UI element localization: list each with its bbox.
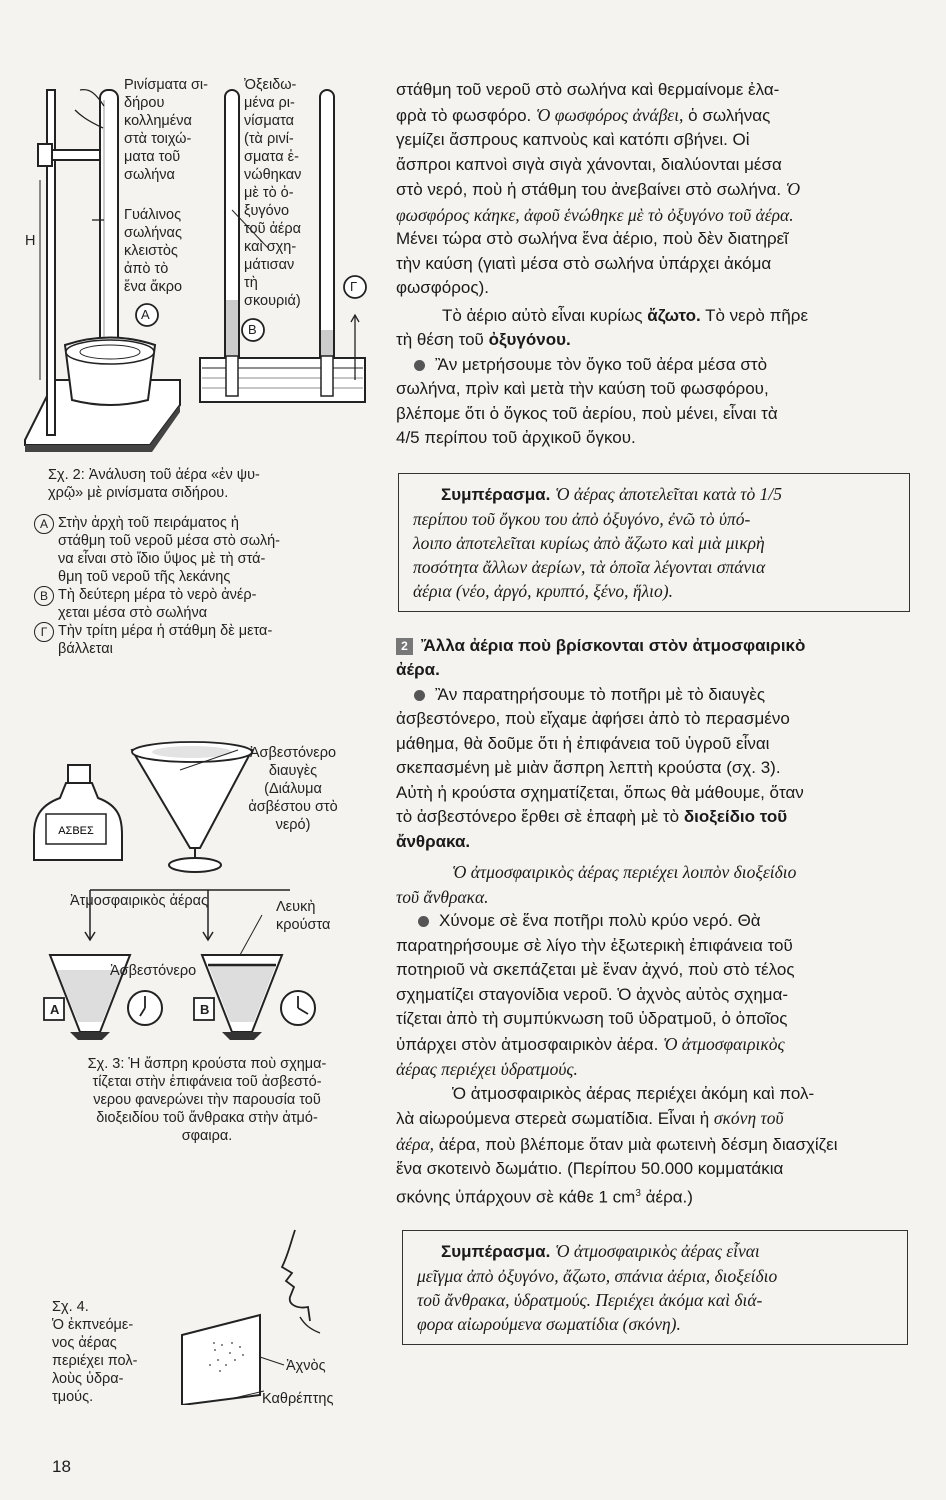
label-height-h: Η bbox=[25, 233, 36, 249]
paragraph-nitrogen: Τὸ ἀέριο αὐτὸ εἶναι κυρίως ἄζωτο. Τὸ νερὸ πῆρε τὴ θέση τοῦ ὀξυγόνου. bbox=[396, 305, 809, 349]
section-number: 2 bbox=[396, 638, 413, 655]
label-clear-limewater: Ἀσβεστόνερο διαυγὲς (Διάλυμα ἀσβέστου στὸ νερό) bbox=[248, 745, 338, 833]
section-heading-other-gases: 2 Ἄλλα ἀέρια ποὺ βρίσκονται στὸν ἀτμοσφαιρικὸ ἀέρα. bbox=[396, 635, 806, 679]
label-atmospheric-air: Ἀτμοσφαιρικὸς ἀέρας bbox=[70, 893, 209, 909]
legend-item-g: Γ Τὴν τρίτη μέρα ἡ στάθμη δὲ μετα- βάλλεται bbox=[34, 622, 364, 658]
bottle-label: ΑΣΒΕΣ bbox=[58, 825, 94, 837]
conclusion-box-1: Συμπέρασμα. Ὁ ἀέρας ἀποτελεῖται κατὰ τὸ 1/5 περίπου τοῦ ὄγκου του ἀπὸ ὀξυγόνο, ἐνῶ τὸ ὑπό- λοιπο ἀποτελεῖται κυρίως ἀπὸ ἄζωτο καὶ μιὰ μικρὴ ποσότητα ἄλλων ἀερίων, τὰ ὁποῖα λέγονται σπάνια ἀέρια (νέο, ἀργό, κρυπτό, ξένο, ἥλιο). bbox=[398, 473, 910, 612]
label-mirror: Καθρέπτης bbox=[262, 1391, 334, 1407]
conclusion-box-2: Συμπέρασμα. Ὁ ἀτμοσφαιρικὸς ἀέρας εἶναι μεῖγμα ἀπὸ ὀξυγόνο, ἄζωτο, σπάνια ἀέρια, διοξείδιο τοῦ ἄνθρακα, ὑδρατμούς. Περιέχει ἀκόμα καὶ διά- φορα αἰωρούμενα σωματίδια (σκόνη). bbox=[402, 1230, 908, 1345]
paragraph-phosphorus: στάθμη τοῦ νεροῦ στὸ σωλήνα καὶ θερμαίνομε ἐλα- φρὰ τὸ φωσφόρο. Ὁ φωσφόρος ἀνάβει, ὁ σωλήνας γεμίζει ἄσπρους καπνοὺς καὶ κατόπι σβήνει. Οἱ ἄσπροι καπνοὶ σιγὰ σιγὰ χάνονται, διαλύονται μέσα στὸ νερό, ποὺ ἡ στάθμη του ἀνεβαίνει στὸ σωλήνα. Ὁ φωσφόρος κάηκε, ἀφοῦ ἑνώθηκε μὲ τὸ ὀξυγόνο τοῦ ἀέρα. Μένει τώρα στὸ σωλήνα ἕνα ἀέριο, ποὺ δὲν διατηρεῖ τὴν καύση (γιατὶ μέσα στὸ σωλήνα ὑπάρχει ἀκόμα φωσφόρος). bbox=[396, 80, 801, 297]
figure-3-caption: Σχ. 3: Ἡ ἄσπρη κρούστα ποὺ σχημα- τίζεται στὴν ἐπιφάνεια τοῦ ἀσβεστό- νερου φανερώνει τὴν παρουσία τοῦ διοξειδίου τοῦ ἄνθρακα στὴν ἀτμό- σφαιρα. bbox=[87, 1056, 327, 1144]
text-column bbox=[396, 78, 908, 1345]
legend-marker-a: Α bbox=[34, 514, 54, 534]
label-limewater: Ἀσβεστόνερο bbox=[110, 963, 197, 979]
glass-a-marker: Α bbox=[50, 1002, 60, 1017]
figure-2-legend bbox=[34, 514, 364, 658]
label-iron-filings: Ρινίσματα σι- δήρου κολλημένα στὰ τοιχώ- ματα τοῦ σωλήνα bbox=[124, 77, 208, 183]
label-white-crust: Λευκὴ κρούστα bbox=[276, 899, 331, 933]
page-number: 18 bbox=[52, 1457, 71, 1476]
glass-b-marker: Β bbox=[200, 1002, 210, 1017]
legend-marker-g: Γ bbox=[34, 622, 54, 642]
legend-marker-b: Β bbox=[34, 586, 54, 606]
paragraph-co2-conclusion: Ὁ ἀτμοσφαιρικὸς ἀέρας περιέχει λοιπὸν διοξείδιο τοῦ ἄνθρακα. bbox=[396, 862, 797, 907]
marker-a: Α bbox=[141, 307, 150, 322]
paragraph-dust: Ὁ ἀτμοσφαιρικὸς ἀέρας περιέχει ἀκόμη καὶ πολ- λὰ αἰωρούμενα στερεὰ σωματίδια. Εἶναι ἡ σκόνη τοῦ ἀέρα, ἀέρα, ποὺ βλέπομε ὅταν μιὰ φωτεινὴ δέσμη διασχίζει ἕνα σκοτεινὸ δωμάτιο. (Περίπου 50.000 κομματάκια σκόνης ὑπάρχουν σὲ κάθε 1 $cm^3$ ἀέρα.) bbox=[396, 1083, 838, 1207]
marker-g: Γ bbox=[350, 279, 358, 294]
fig4-breath-mirror-drawing bbox=[160, 1225, 360, 1405]
paragraph-limewater: Ἂν παρατηρήσουμε τὸ ποτῆρι μὲ τὸ διαυγὲς ἀσβεστόνερο, ποὺ εἴχαμε ἀφήσει ἀπὸ τὸ περασμένο μάθημα, θὰ δοῦμε ὅτι ἡ ἐπιφάνεια τοῦ ὑγροῦ εἶναι σκεπασμένη μὲ μιὰν ἄσπρη λεπτὴ κρούστα (σχ. 3). Αὐτὴ ἡ κρούστα σχηματίζεται, ὅπως θὰ μάθουμε, ὅταν τὸ ἀσβεστόνερο ἔρθει σὲ ἐπαφὴ μὲ τὸ διοξείδιο τοῦ ἄνθρακα. bbox=[396, 684, 804, 851]
figure-4-caption: Σχ. 4. Ὁ ἐκπνεόμε- νος ἀέρας περιέχει πολ- λοὺς ὑδρα- τμούς. bbox=[52, 1299, 138, 1405]
label-glass-tube: Γυάλινος σωλήνας κλειστὸς ἀπὸ τὸ ἕνα ἄκρο bbox=[124, 207, 183, 295]
legend-item-b: Β Τὴ δεύτερη μέρα τὸ νερὸ ἀνέρ- χεται μέσα στὸ σωλήνα bbox=[34, 586, 364, 622]
bullet-icon bbox=[414, 690, 425, 701]
bullet-icon bbox=[414, 360, 425, 371]
label-mist: Ἀχνὸς bbox=[286, 1358, 326, 1374]
bullet-icon bbox=[418, 916, 429, 927]
marker-b: Β bbox=[248, 322, 257, 337]
paragraph-water-vapour: Χύνομε σὲ ἕνα ποτῆρι πολὺ κρύο νερό. Θὰ παρατηρήσουμε σὲ λίγο τὴν ἐξωτερικὴ ἐπιφάνεια τοῦ ποτηριοῦ νὰ σκεπάζεται μὲ ἕναν ἀχνό, ποὺ στὸ τέλος σχηματίζει σταγονίδια νεροῦ. Ὁ ἀχνὸς αὐτὸς σχημα- τίζεται ἀπὸ τὴ συμπύκνωση τοῦ ὑδρατμοῦ, ὁ ὁποῖος ὑπάρχει στὸν ἀτμοσφαιρικὸν ἀέρα. Ὁ ἀτμοσφαιρικὸς ἀέρας περιέχει ὑδρατμούς. bbox=[396, 911, 795, 1079]
figure-2-caption: Σχ. 2: Ἀνάλυση τοῦ ἀέρα «ἐν ψυ- χρῷ» μὲ ρινίσματα σιδήρου. bbox=[48, 467, 260, 501]
legend-item-a: Α Στὴν ἀρχὴ τοῦ πειράματος ἡ στάθμη τοῦ νεροῦ μέσα στὸ σωλή- να εἶναι στὸ ἴδιο ὕψος μὲ τὴ στά- θμη τοῦ νεροῦ τῆς λεκάνης bbox=[34, 514, 364, 586]
paragraph-volume: Ἂν μετρήσουμε τὸν ὄγκο τοῦ ἀέρα μέσα στὸ σωλήνα, πρὶν καὶ μετὰ τὴν καύση τοῦ φωσφόρου, βλέπομε ὅτι ὁ ὄγκος τοῦ ἀερίου, ποὺ μένει, εἶναι τὰ 4/5 περίπου τοῦ ἀρχικοῦ ὄγκου. bbox=[396, 354, 778, 447]
label-oxidized-filings: Ὀξειδω- μένα ρι- νίσματα (τὰ ρινί- σματα ἑ- νώθηκαν μὲ τὸ ὀ- ξυγόνο τοῦ ἀέρα καὶ σχη- μάτισαν τὴ σκουριά) bbox=[244, 77, 302, 309]
